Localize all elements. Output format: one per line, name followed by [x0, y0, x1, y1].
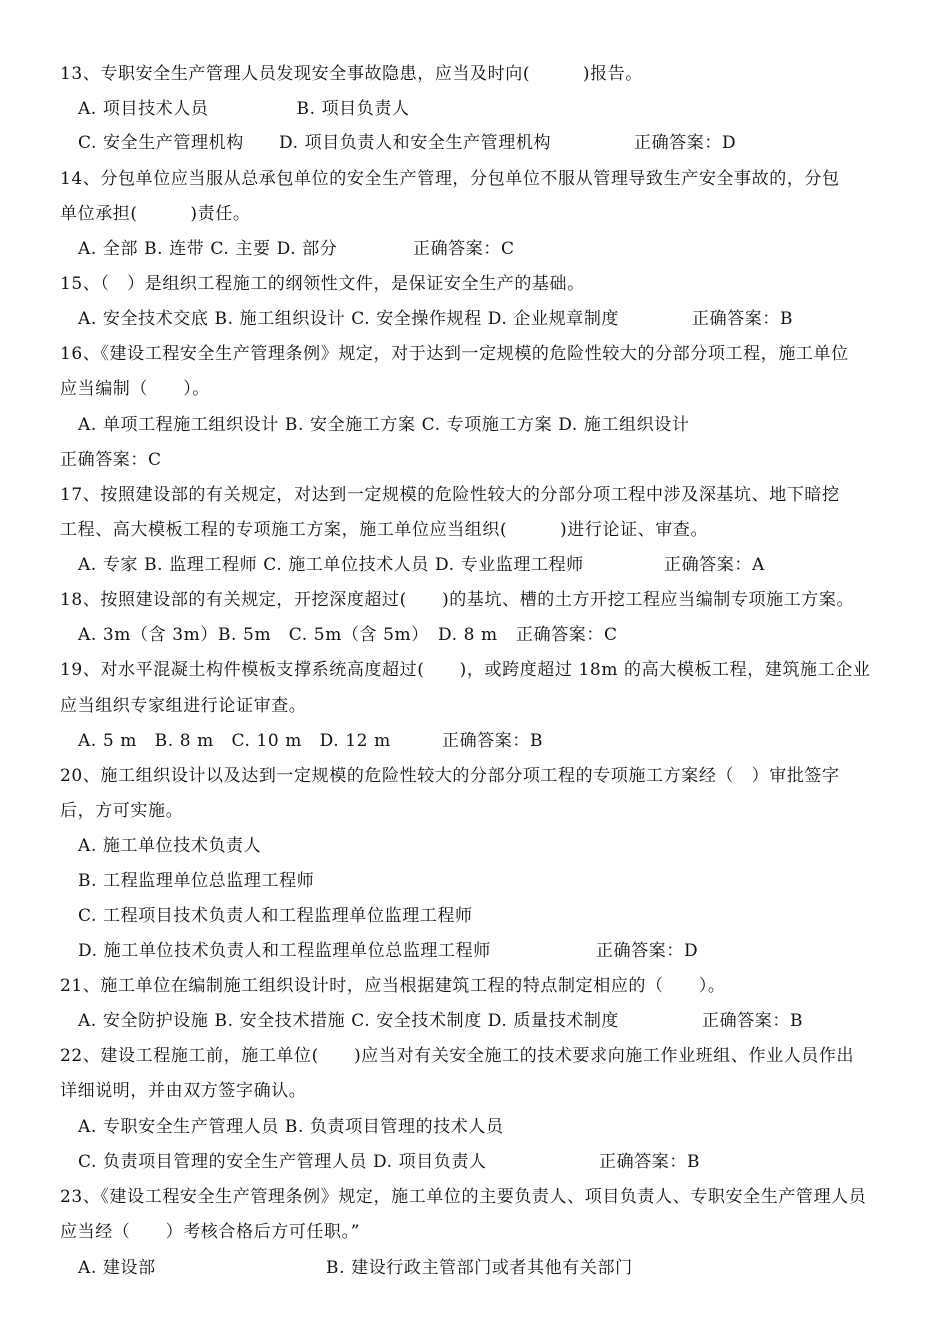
q13-answer: 正确答案：D: [634, 133, 737, 153]
q16-answer: 正确答案：C: [60, 450, 162, 470]
q17-stem-line1: 17、按照建设部的有关规定，对达到一定规模的危险性较大的分部分项工程中涉及深基坑、地下暗挖: [60, 485, 840, 505]
q22-answer: 正确答案：B: [599, 1152, 701, 1172]
q14-stem-line2: 单位承担( )责任。: [60, 204, 251, 224]
q19-stem-line2: 应当组织专家组进行论证审查。: [60, 696, 307, 716]
q21-answer: 正确答案：B: [702, 1011, 804, 1031]
q16-stem-line2: 应当编制（ ）。: [60, 379, 210, 399]
q22-stem-line2: 详细说明，并由双方签字确认。: [60, 1081, 307, 1101]
q18-answer: 正确答案：C: [516, 625, 618, 645]
q17-answer: 正确答案：A: [664, 555, 765, 575]
q18-stem: 18、按照建设部的有关规定，开挖深度超过( )的基坑、槽的土方开挖工程应当编制专项施工方案。: [60, 590, 855, 610]
q20-option-c: C. 工程项目技术负责人和工程监理单位监理工程师: [78, 906, 473, 926]
q19-options: A. 5 m B. 8 m C. 10 m D. 12 m: [78, 731, 391, 751]
q18-options: A. 3m（含 3m）B. 5m C. 5m（含 5m） D. 8 m: [78, 625, 498, 645]
q22-stem-line1: 22、建设工程施工前，施工单位( )应当对有关安全施工的技术要求向施工作业班组、作业人员作出: [60, 1046, 855, 1066]
q20-answer: 正确答案：D: [596, 941, 699, 961]
q14-stem-line1: 14、分包单位应当服从总承包单位的安全生产管理，分包单位不服从管理导致生产安全事故的，分包: [60, 169, 840, 189]
q22-options-cd: C. 负责项目管理的安全生产管理人员 D. 项目负责人: [78, 1152, 487, 1172]
q23-stem-line1: 23、《建设工程安全生产管理条例》规定，施工单位的主要负责人、项目负责人、专职安全生产管理人员: [60, 1187, 867, 1207]
q21-options: A. 安全防护设施 B. 安全技术措施 C. 安全技术制度 D. 质量技术制度: [78, 1011, 620, 1031]
q13-options-cd: C. 安全生产管理机构 D. 项目负责人和安全生产管理机构: [78, 133, 552, 153]
q20-option-d: D. 施工单位技术负责人和工程监理单位总监理工程师: [78, 941, 491, 961]
q21-stem: 21、施工单位在编制施工组织设计时，应当根据建筑工程的特点制定相应的（ ）。: [60, 976, 726, 996]
q17-options: A. 专家 B. 监理工程师 C. 施工单位技术人员 D. 专业监理工程师: [78, 555, 584, 575]
q13-options-ab: A. 项目技术人员 B. 项目负责人: [78, 99, 410, 119]
q14-options: A. 全部 B. 连带 C. 主要 D. 部分: [78, 239, 338, 259]
q15-options: A. 安全技术交底 B. 施工组织设计 C. 安全操作规程 D. 企业规章制度: [78, 309, 620, 329]
q14-answer: 正确答案：C: [413, 239, 515, 259]
q23-option-b: B. 建设行政主管部门或者其他有关部门: [326, 1258, 633, 1278]
q16-options: A. 单项工程施工组织设计 B. 安全施工方案 C. 专项施工方案 D. 施工组织设计: [78, 415, 690, 435]
q20-option-a: A. 施工单位技术负责人: [78, 836, 262, 856]
q15-stem: 15、（ ）是组织工程施工的纲领性文件，是保证安全生产的基础。: [60, 274, 585, 294]
q16-stem-line1: 16、《建设工程安全生产管理条例》规定，对于达到一定规模的危险性较大的分部分项工程，施工单位: [60, 344, 849, 364]
q20-stem-line1: 20、施工组织设计以及达到一定规模的危险性较大的分部分项工程的专项施工方案经（ ）审批签字: [60, 766, 840, 786]
q20-option-b: B. 工程监理单位总监理工程师: [78, 871, 315, 891]
q23-option-a: A. 建设部: [78, 1258, 156, 1278]
q15-answer: 正确答案：B: [692, 309, 794, 329]
q19-stem-line1: 19、对水平混凝土构件模板支撑系统高度超过( )，或跨度超过 18m 的高大模板工程，建筑施工企业: [60, 660, 871, 680]
q19-answer: 正确答案：B: [442, 731, 544, 751]
q13-stem: 13、专职安全生产管理人员发现安全事故隐患，应当及时向( )报告。: [60, 64, 643, 84]
q23-stem-line2: 应当经（ ）考核合格后方可任职。”: [60, 1222, 360, 1242]
q17-stem-line2: 工程、高大模板工程的专项施工方案，施工单位应当组织( )进行论证、审查。: [60, 520, 709, 540]
q22-options-ab: A. 专职安全生产管理人员 B. 负责项目管理的技术人员: [78, 1117, 504, 1137]
q20-stem-line2: 后，方可实施。: [60, 801, 184, 821]
